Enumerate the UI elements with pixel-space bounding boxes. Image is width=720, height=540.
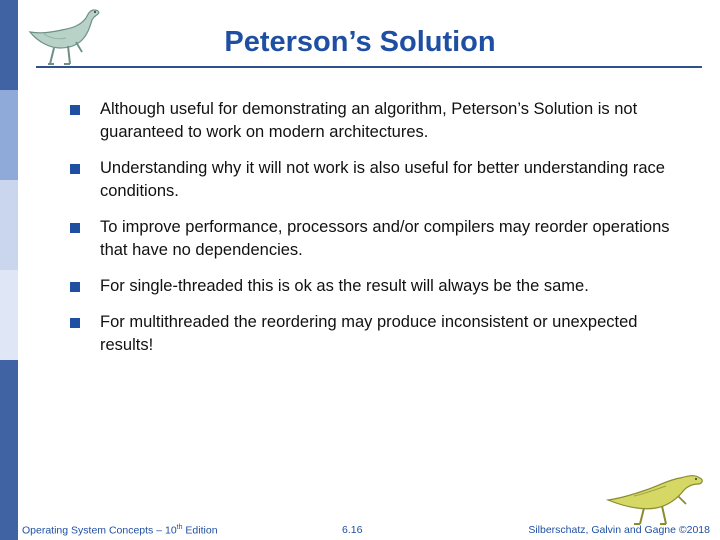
left-bar-segment	[0, 90, 18, 180]
footer-copyright: Silberschatz, Galvin and Gagne ©2018	[528, 524, 710, 536]
footer-course-sup: th	[176, 524, 183, 531]
bullet-text: For multithreaded the reordering may produce inconsistent or unexpected results!	[100, 313, 638, 354]
bullet-text: Although useful for demonstrating an algorithm, Peterson’s Solution is not guaranteed to work on modern architectures.	[100, 100, 638, 141]
left-bar-segment	[0, 270, 18, 360]
bullet-square-icon	[70, 282, 80, 292]
slide-title: Peterson’s Solution	[224, 26, 496, 58]
footer-page-number: 6.16	[342, 524, 363, 536]
list-item	[70, 216, 690, 262]
left-color-bar	[0, 0, 18, 540]
list-item	[70, 275, 690, 298]
footer-course-suffix: Edition	[182, 524, 218, 537]
bullet-square-icon	[70, 105, 80, 115]
bullet-square-icon	[70, 164, 80, 174]
bullet-square-icon	[70, 223, 80, 233]
bullet-square-icon	[70, 318, 80, 328]
left-bar-segment	[0, 360, 18, 540]
title-divider	[36, 66, 702, 68]
list-item	[70, 311, 690, 357]
bullet-list	[70, 98, 690, 370]
footer-course-prefix: Operating System Concepts – 10	[22, 524, 177, 537]
footer-course-title	[22, 524, 218, 537]
bullet-text: To improve performance, processors and/or compilers may reorder operations that have no dependencies.	[100, 218, 670, 259]
left-bar-segment	[0, 180, 18, 270]
list-item	[70, 157, 690, 203]
bullet-text: For single-threaded this is ok as the result will always be the same.	[100, 277, 589, 295]
dinosaur-icon	[604, 460, 708, 528]
bullet-text: Understanding why it will not work is also useful for better understanding race conditions.	[100, 159, 665, 200]
list-item	[70, 98, 690, 144]
